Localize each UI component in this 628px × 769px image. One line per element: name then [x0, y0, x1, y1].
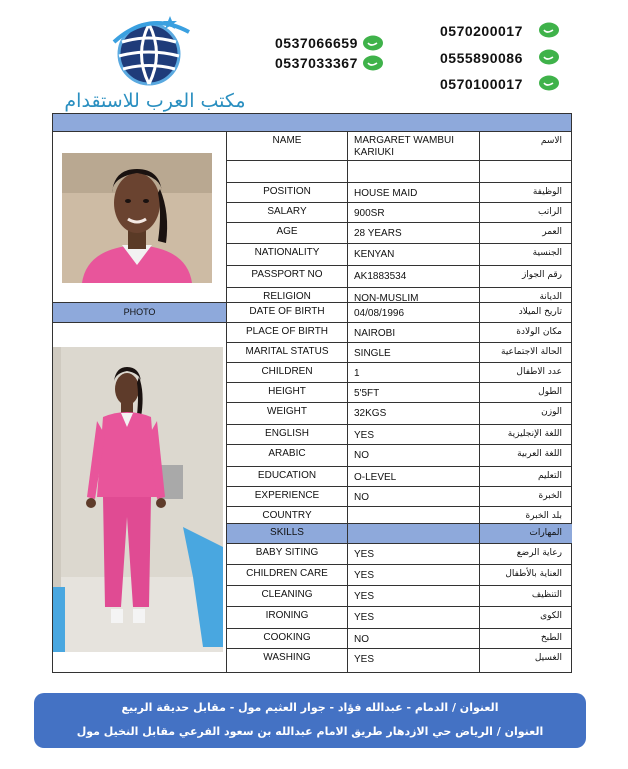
phone-number[interactable]: 0570200017	[440, 23, 523, 39]
field-label-en: RELIGION	[227, 288, 348, 302]
field-label-ar: الطبخ	[540, 633, 562, 643]
field-value: AK1883534	[348, 266, 480, 287]
field-label-ar: الغسيل	[534, 653, 562, 663]
field-row-height	[227, 383, 572, 403]
field-label-ar: العناية بالأطفال	[505, 569, 562, 579]
field-label-ar: العمر	[542, 227, 562, 237]
field-value: YES	[348, 607, 480, 628]
field-row-country	[227, 507, 572, 524]
field-label-en: HEIGHT	[227, 383, 348, 402]
phone-number[interactable]: 0555890086	[440, 50, 523, 66]
field-row-nationality	[227, 244, 572, 266]
field-label-en: AGE	[227, 223, 348, 243]
field-label-ar: رعاية الرضع	[516, 548, 562, 558]
field-label-ar: بلد الخبرة	[525, 511, 562, 521]
field-label-ar: اللغة العربية	[517, 449, 562, 459]
field-value	[348, 161, 480, 182]
field-label-en: CLEANING	[227, 586, 348, 606]
field-value: NON-MUSLIM	[348, 288, 480, 302]
field-value: 900SR	[348, 203, 480, 222]
phone-number[interactable]: 0537033367	[275, 55, 358, 71]
field-label-ar: مكان الولادة	[516, 327, 562, 337]
field-row-weight	[227, 403, 572, 425]
field-label-en: COUNTRY	[227, 507, 348, 523]
field-row-ironing	[227, 607, 572, 629]
field-value: YES	[348, 565, 480, 585]
whatsapp-icon	[362, 55, 384, 71]
photo-label: PHOTO	[53, 302, 226, 323]
full-body-photo	[53, 347, 223, 652]
field-label-ar: الراتب	[537, 207, 562, 217]
field-label-ar: عدد الاطفال	[516, 367, 562, 377]
field-row-children	[227, 363, 572, 383]
field-label-ar: المهارات	[529, 528, 562, 538]
field-label-en: EDUCATION	[227, 467, 348, 486]
field-row-passport-no	[227, 266, 572, 288]
field-label-ar	[480, 161, 572, 182]
field-value: YES	[348, 649, 480, 672]
whatsapp-icon	[538, 75, 560, 91]
field-row-name	[227, 132, 572, 161]
field-row-skills	[227, 524, 572, 544]
whatsapp-icon	[538, 22, 560, 38]
company-logo	[44, 6, 266, 114]
field-row-washing	[227, 649, 572, 673]
field-label-en: PLACE OF BIRTH	[227, 323, 348, 342]
whatsapp-icon	[538, 49, 560, 65]
field-value: NAIROBI	[348, 323, 480, 342]
field-value: MARGARET WAMBUI KARIUKI	[348, 132, 480, 160]
field-value: 04/08/1996	[348, 303, 480, 322]
field-label-en: SKILLS	[227, 524, 348, 543]
field-value: NO	[348, 445, 480, 466]
phone-number[interactable]: 0537066659	[275, 35, 358, 51]
portrait-photo	[62, 153, 212, 283]
field-label-ar: التنظيف	[531, 590, 562, 600]
field-row-date-of-birth	[227, 303, 572, 323]
field-label-en: PASSPORT NO	[227, 266, 348, 287]
field-value: 5'5FT	[348, 383, 480, 402]
field-row-arabic	[227, 445, 572, 467]
field-row-education	[227, 467, 572, 487]
field-label-ar: الكوى	[540, 611, 562, 621]
field-label-ar: الطول	[538, 387, 562, 397]
field-label-en: SALARY	[227, 203, 348, 222]
field-row-age	[227, 223, 572, 244]
field-row-baby-siting	[227, 544, 572, 565]
field-row-position	[227, 183, 572, 203]
field-label-en: BABY SITING	[227, 544, 348, 564]
field-label-en: NAME	[227, 132, 348, 160]
field-label-en: ENGLISH	[227, 425, 348, 444]
field-value: YES	[348, 425, 480, 444]
field-value: SINGLE	[348, 343, 480, 362]
field-label-ar: الاسم	[540, 136, 562, 146]
field-value: 32KGS	[348, 403, 480, 424]
field-label-en: CHILDREN CARE	[227, 565, 348, 585]
field-label-ar: اللغة الإنجليزية	[507, 429, 562, 439]
whatsapp-icon	[362, 35, 384, 51]
field-label-ar: الحالة الاجتماعية	[501, 347, 562, 357]
field-value	[348, 524, 480, 543]
logo-text: مكتب العرب للاستقدام	[64, 90, 246, 112]
field-label-en: COOKING	[227, 629, 348, 648]
field-row-marital-status	[227, 343, 572, 363]
field-row-children-care	[227, 565, 572, 586]
field-label-en: NATIONALITY	[227, 244, 348, 265]
globe-icon	[104, 12, 194, 90]
field-row-cooking	[227, 629, 572, 649]
address-line-riyadh: العنوان / الرياض حي الازدهار طريق الامام عبدالله بن سعود الفرعي مقابل النخيل مول	[76, 725, 544, 738]
field-value: NO	[348, 487, 480, 506]
phone-number[interactable]: 0570100017	[440, 76, 523, 92]
field-label-en: WEIGHT	[227, 403, 348, 424]
field-label-en: DATE OF BIRTH	[227, 303, 348, 322]
field-label-ar: الوزن	[541, 407, 562, 417]
field-value: YES	[348, 544, 480, 564]
address-footer	[34, 693, 586, 748]
field-value: 28 YEARS	[348, 223, 480, 243]
field-value	[348, 507, 480, 523]
field-row-blank	[227, 161, 572, 183]
field-label-ar: الجنسية	[532, 248, 562, 258]
field-row-religion	[227, 288, 572, 303]
field-label-en: WASHING	[227, 649, 348, 672]
field-label-en	[227, 161, 348, 182]
field-label-ar: تاريخ الميلاد	[518, 307, 562, 317]
field-label-en: EXPERIENCE	[227, 487, 348, 506]
field-row-place-of-birth	[227, 323, 572, 343]
field-value: O-LEVEL	[348, 467, 480, 486]
field-value: YES	[348, 586, 480, 606]
field-row-cleaning	[227, 586, 572, 607]
field-label-en: CHILDREN	[227, 363, 348, 382]
field-row-salary	[227, 203, 572, 223]
field-row-experience	[227, 487, 572, 507]
field-value: KENYAN	[348, 244, 480, 265]
field-label-ar: الخبرة	[538, 491, 562, 501]
field-label-ar: الديانة	[539, 292, 562, 302]
field-row-english	[227, 425, 572, 445]
field-label-ar: رقم الجواز	[521, 270, 562, 280]
field-label-en: IRONING	[227, 607, 348, 628]
field-label-en: POSITION	[227, 183, 348, 202]
field-value: NO	[348, 629, 480, 648]
field-label-en: ARABIC	[227, 445, 348, 466]
sheet-header-bar	[52, 113, 572, 132]
field-label-en: MARITAL STATUS	[227, 343, 348, 362]
field-label-ar: التعليم	[538, 471, 562, 481]
field-value: 1	[348, 363, 480, 382]
field-label-ar: الوظيفة	[532, 187, 562, 197]
address-line-dammam: العنوان / الدمام - عبدالله فؤاد - جوار العثيم مول - مقابل حديقة الربيع	[121, 701, 499, 714]
field-value: HOUSE MAID	[348, 183, 480, 202]
